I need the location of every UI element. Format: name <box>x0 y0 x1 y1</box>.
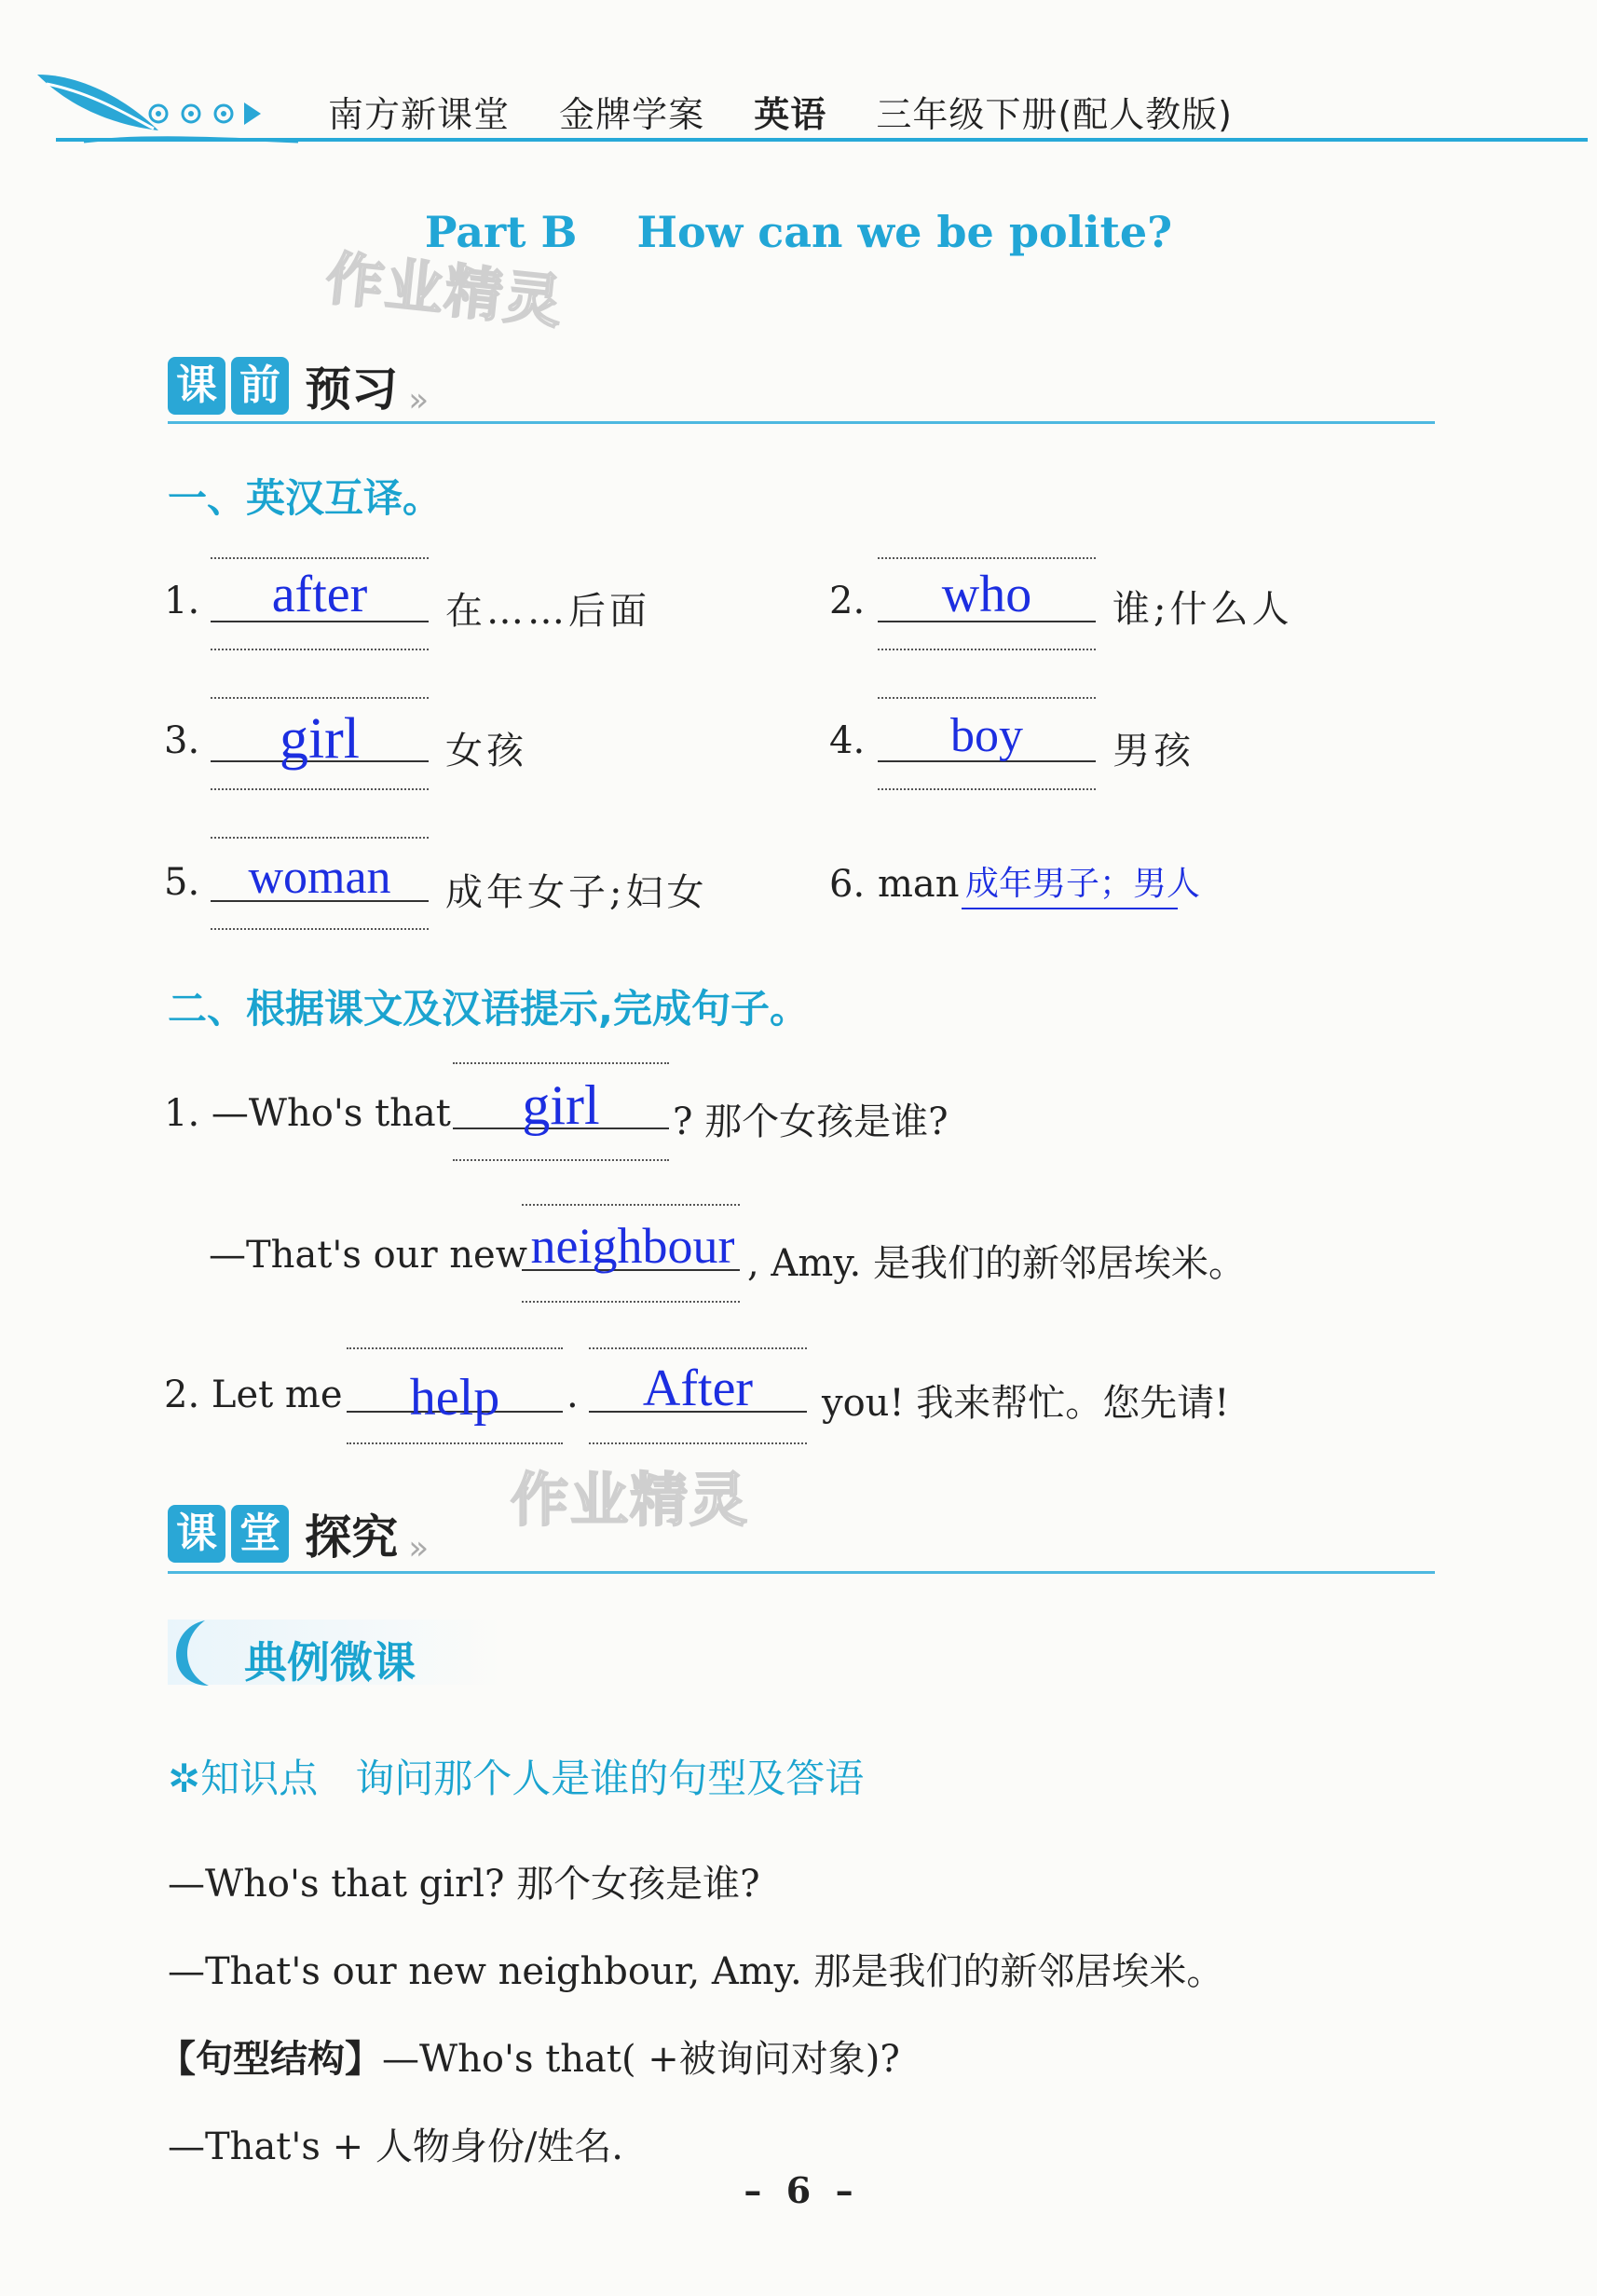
banner-word: 预习 <box>305 362 399 417</box>
guide-line <box>347 1442 563 1444</box>
example-line: —Who's that girl? 那个女孩是谁? <box>168 1863 760 1906</box>
banner-tile: 课 <box>168 357 225 415</box>
guide-line <box>589 1347 807 1349</box>
guide-line <box>522 1301 740 1303</box>
answer-text: who <box>941 566 1032 623</box>
part-title: Part B How can we be polite? <box>424 207 1173 257</box>
item-chinese: 女孩 <box>445 730 527 772</box>
guide-line <box>211 649 429 650</box>
banner-tile: 堂 <box>231 1505 289 1563</box>
watermark-top: 作业精灵 <box>322 243 567 337</box>
page-number: – 6 – <box>744 2169 853 2211</box>
answer-text: 成年男子；男人 <box>965 865 1201 903</box>
header-subject: 英语 <box>754 94 827 135</box>
structure-line-2: —That's + 人物身份/姓名. <box>168 2125 624 2168</box>
answer-text: girl <box>522 1074 600 1136</box>
header-publisher: 南方新课堂 <box>328 94 511 135</box>
guide-line <box>589 1442 807 1444</box>
guide-line <box>878 557 1096 559</box>
q1-line2-prefix: —That's our new <box>209 1234 527 1277</box>
double-chevron-icon: » <box>408 381 430 419</box>
quill-logo-icon <box>28 65 307 149</box>
exercise2-heading: 二、根据课文及汉语提示,完成句子。 <box>168 986 809 1032</box>
watermark-middle: 作业精灵 <box>511 1466 750 1534</box>
answer-blank[interactable] <box>962 908 1178 909</box>
answer-text: After <box>642 1360 754 1417</box>
guide-line <box>347 1347 563 1349</box>
header-grade: 三年级下册(配人教版) <box>876 94 1233 135</box>
item-chinese: 谁;什么人 <box>1112 588 1293 631</box>
guide-line <box>211 928 429 930</box>
answer-text: boy <box>950 709 1023 762</box>
item-number: 3. <box>164 719 200 762</box>
guide-line <box>453 1159 669 1161</box>
item-number: 2. <box>829 580 866 622</box>
guide-line <box>211 557 429 559</box>
guide-line <box>211 837 429 839</box>
double-chevron-icon: » <box>408 1529 430 1567</box>
q1-prefix: 1. —Who's that <box>164 1092 451 1135</box>
guide-line <box>878 649 1096 650</box>
q2-suffix: you! 我来帮忙。您先请! <box>822 1382 1230 1425</box>
answer-text: girl <box>279 707 361 771</box>
item-prompt: man <box>878 863 960 906</box>
knowledge-heading: ✲知识点 询问那个人是谁的句型及答语 <box>168 1756 865 1801</box>
sub-banner-title: 典例微课 <box>244 1637 416 1688</box>
header-rule <box>56 138 1588 142</box>
q2-prefix: 2. Let me <box>164 1374 343 1416</box>
answer-text: neighbour <box>530 1218 735 1274</box>
answer-text: help <box>409 1369 500 1427</box>
banner-tile: 前 <box>231 357 289 415</box>
guide-line <box>211 788 429 790</box>
item-number: 6. <box>829 863 866 906</box>
structure-line <box>158 2030 900 2083</box>
guide-line <box>878 788 1096 790</box>
structure-text: —Who's that( +被询问对象)? <box>382 2038 900 2081</box>
item-number: 1. <box>164 580 200 622</box>
q1-line2-suffix: , Amy. 是我们的新邻居埃米。 <box>747 1242 1246 1285</box>
answer-text: after <box>271 566 368 623</box>
section-preview-banner <box>168 352 429 427</box>
section-explore-banner <box>168 1500 429 1575</box>
banner-tile: 课 <box>168 1505 225 1563</box>
q1-suffix: ? 那个女孩是谁? <box>673 1100 949 1143</box>
banner-word: 探究 <box>305 1510 399 1565</box>
guide-line <box>211 697 429 699</box>
guide-line <box>522 1204 740 1206</box>
guide-line <box>878 697 1096 699</box>
header-series: 金牌学案 <box>559 94 705 135</box>
structure-label: 【句型结构】 <box>158 2038 382 2081</box>
example-line: —That's our new neighbour, Amy. 那是我们的新邻居埃米。 <box>168 1950 1224 1993</box>
crescent-icon <box>168 1615 220 1689</box>
guide-line <box>453 1062 669 1064</box>
item-number: 4. <box>829 719 866 762</box>
item-chinese: 在……后面 <box>445 590 650 633</box>
header-title <box>328 86 1270 137</box>
section-rule <box>168 421 1435 424</box>
answer-text: woman <box>248 851 391 904</box>
section-rule <box>168 1571 1435 1574</box>
item-chinese: 男孩 <box>1112 730 1194 772</box>
q2-period: . <box>566 1374 579 1416</box>
item-number: 5. <box>164 861 200 904</box>
exercise1-heading: 一、英汉互译。 <box>168 475 443 521</box>
item-chinese: 成年女子;妇女 <box>445 871 708 914</box>
